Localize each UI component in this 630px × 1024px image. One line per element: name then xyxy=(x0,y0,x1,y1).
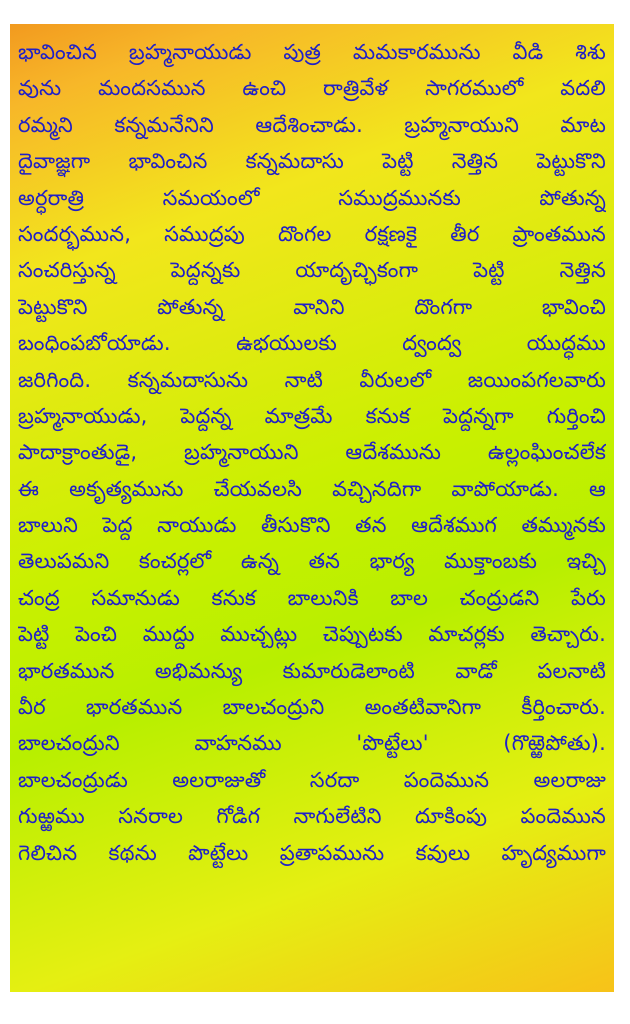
text-line-16: చంద్ర సమానుడు కనుక బాలునికి బాల చంద్రుడని పేరు xyxy=(18,585,606,610)
text-line-17: పెట్టి పెంచి ముద్దు ముచ్చట్లు చెప్పుటకు మాచర్లకు తెచ్చారు. xyxy=(18,622,606,647)
text-line-12: పాదాక్రాంతుడై, బ్రహ్మనాయుని ఆదేశమును ఉల్లంఘించలేక xyxy=(18,440,606,465)
text-line-20: బాలచంద్రుని వాహనము 'పొట్టేలు' (గొఱ్ఱెపోతు). xyxy=(18,731,606,756)
telugu-paragraph xyxy=(18,34,606,871)
text-line-14: బాలుని పెద్ద నాయుడు తీసుకొని తన ఆదేశముగ తమ్మునకు xyxy=(18,513,606,538)
text-line-4: దైవాజ్ఞగా భావించిన కన్నమదాసు పెట్టి నెత్తిన పెట్టుకొని xyxy=(18,149,606,174)
text-line-15: తెలుపమని కంచర్లలో ఉన్న తన భార్య ముక్తాంబకు ఇచ్చి xyxy=(18,549,606,574)
text-line-8: పెట్టుకొని పోతున్న వానిని దొంగగా భావించి xyxy=(18,294,606,319)
text-line-11: బ్రహ్మనాయుడు, పెద్దన్న మాత్రమే కనుక పెద్దన్నగా గుర్తించి xyxy=(18,403,606,428)
text-line-1: భావించిన బ్రహ్మనాయుడు పుత్ర మమకారమును వీడి శిశు xyxy=(18,40,606,64)
text-line-10: జరిగింది. కన్నమదాసును నాటి వీరులలో జయింపగలవారు xyxy=(18,367,606,392)
text-line-18: భారతమున అభిమన్యు కుమారుడెలాంటి వాడో పలనాటి xyxy=(18,658,606,683)
text-line-6: సందర్భమున, సముద్రపు దొంగల రక్షణకై తీర ప్రాంతమున xyxy=(18,221,606,246)
text-panel xyxy=(10,24,614,992)
text-line-3: రమ్మని కన్నమనేనిని ఆదేశించాడు. బ్రహ్మనాయుని మాట xyxy=(18,112,606,137)
text-line-9: బంధింపబోయాడు. ఉభయులకు ద్వంద్వ యుద్ధము xyxy=(18,331,606,356)
text-line-19: వీర భారతమున బాలచంద్రుని అంతటివానిగా కీర్తించారు. xyxy=(18,695,606,720)
text-line-22: గుఱ్ఱము సనరాల గోడిగ నాగులేటిని దూకింపు పందెమున xyxy=(18,804,606,829)
text-line-13: ఈ అకృత్యమును చేయవలసి వచ్చినదిగా వాపోయాడు. ఆ xyxy=(18,476,606,501)
text-line-5: అర్ధరాత్రి సమయంలో సముద్రమునకు పోతున్న xyxy=(18,185,606,210)
text-line-21: బాలచంద్రుడు అలరాజుతో సరదా పందెమున అలరాజు xyxy=(18,767,606,792)
text-line-2: వును మందసమున ఉంచి రాత్రివేళ సాగరములో వదలి xyxy=(18,76,606,101)
text-line-23: గెలిచిన కథను పొట్టేలు ప్రతాపమును కవులు హృద్యముగా xyxy=(18,840,606,865)
text-line-7: సంచరిస్తున్న పెద్దన్నకు యాదృచ్ఛికంగా పెట్టి నెత్తిన xyxy=(18,258,606,283)
